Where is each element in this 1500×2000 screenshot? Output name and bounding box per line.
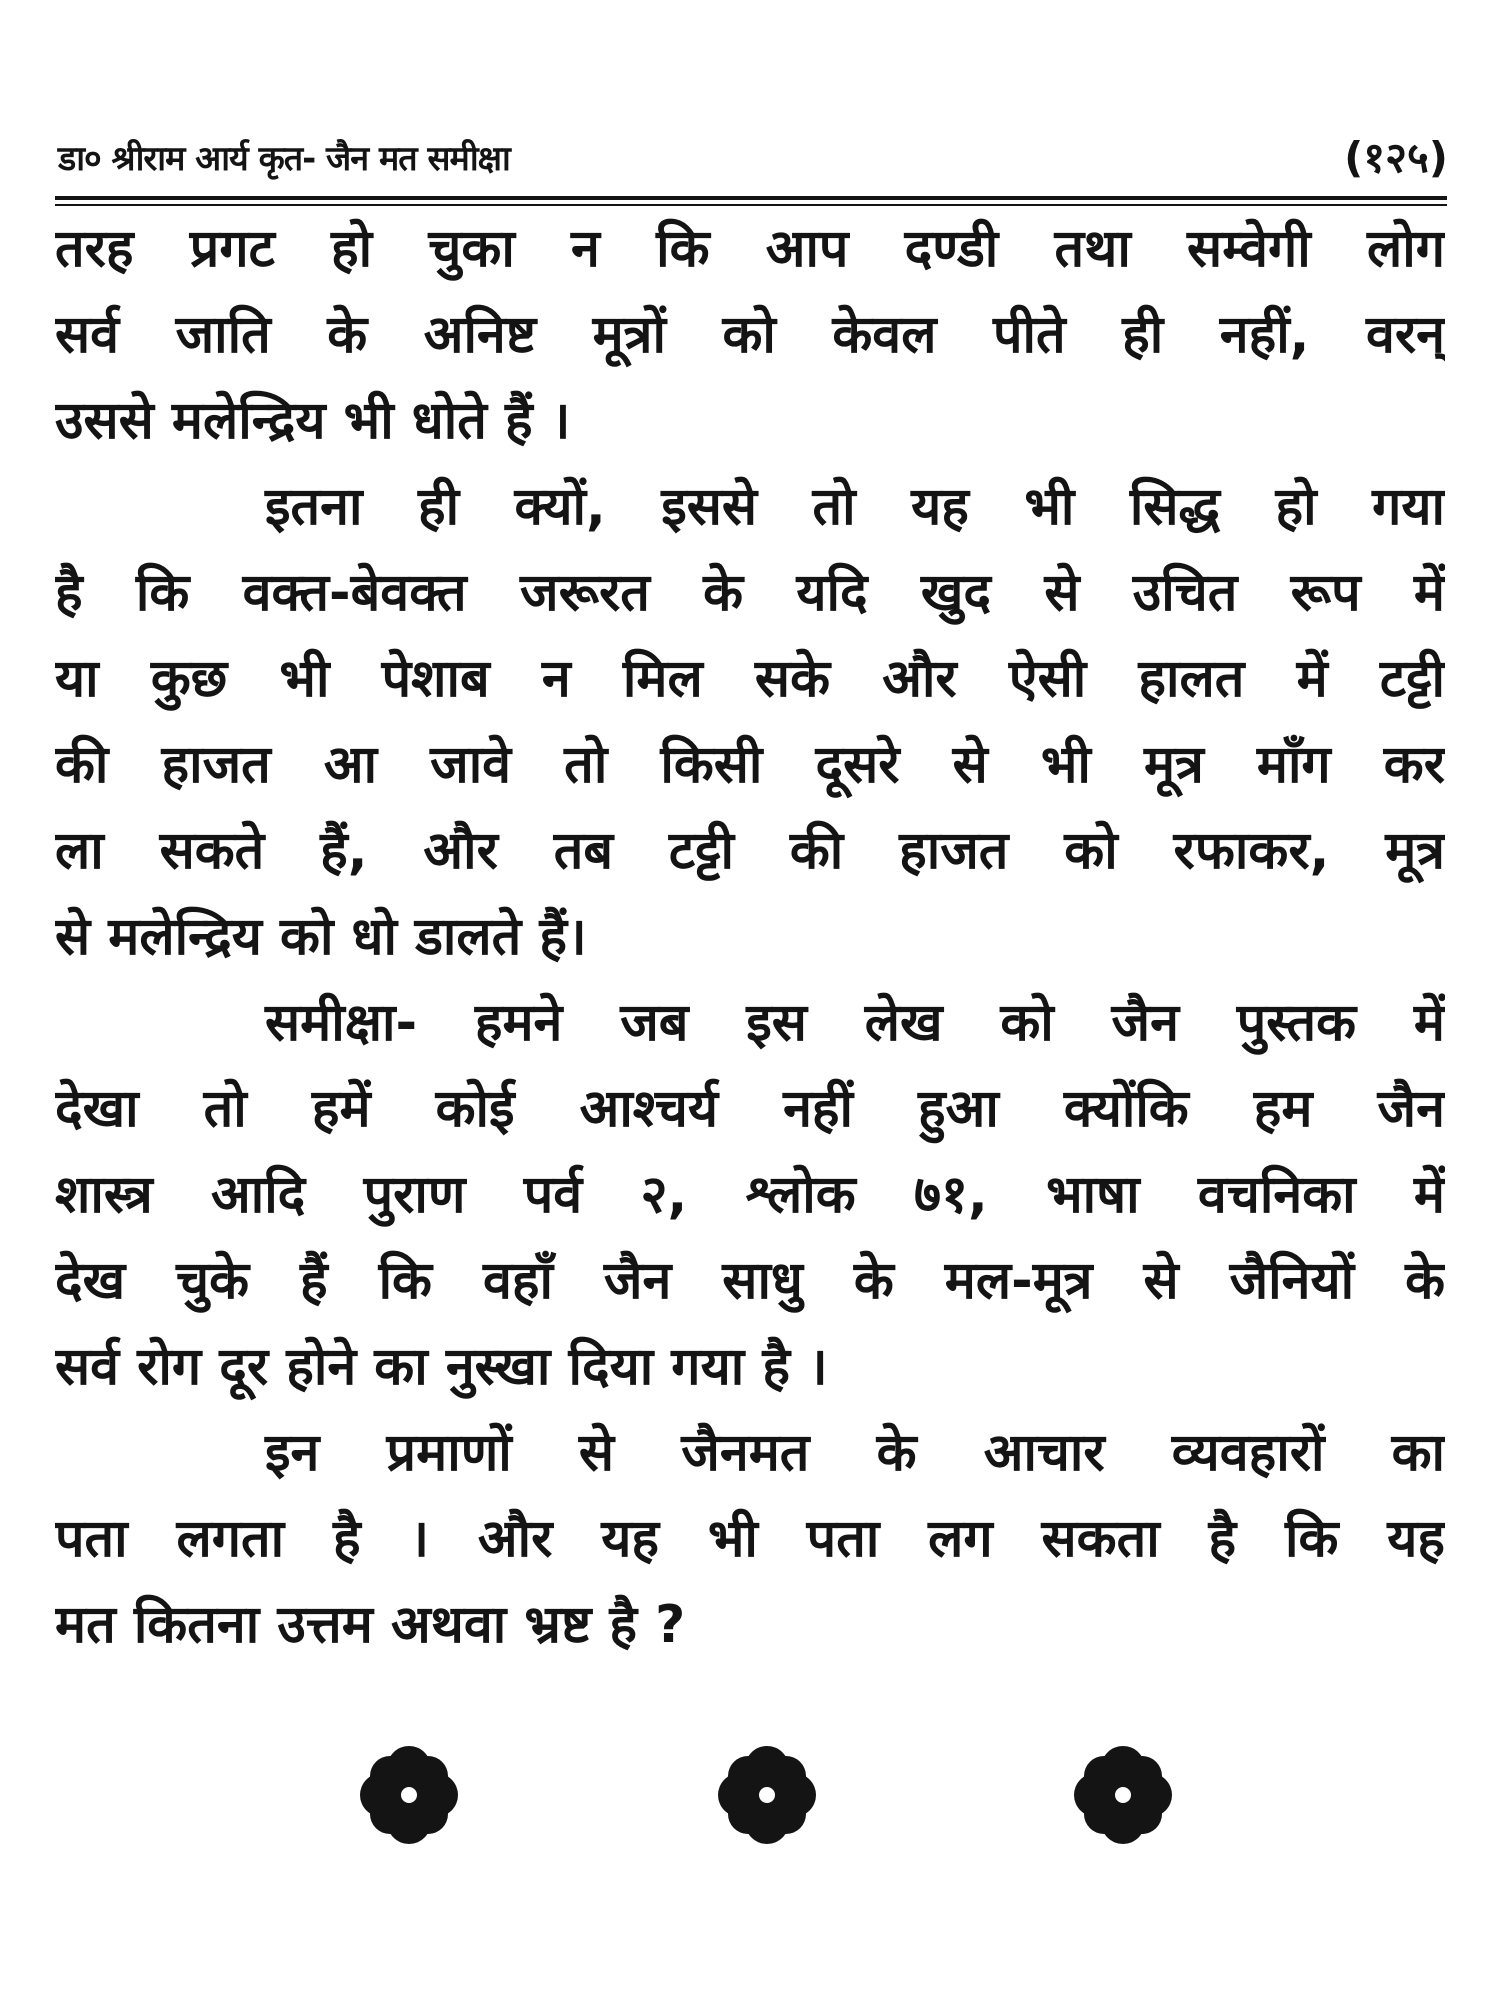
text-line: तरह प्रगट हो चुका न कि आप दण्डी तथा सम्वेगी लोग	[55, 219, 1445, 279]
running-header-title: डा० श्रीराम आर्य कृत- जैन मत समीक्षा	[58, 139, 510, 179]
text-line: शास्त्र आदि पुराण पर्व २, श्लोक ७१, भाषा वचनिका में	[55, 1165, 1445, 1225]
text-line: है कि वक्त-बेवक्त जरूरत के यदि खुद से उचित रूप में	[55, 563, 1445, 623]
end-ornaments	[0, 1740, 1500, 1870]
text-line: से मलेन्द्रिय को धो डालते हैं।	[55, 907, 587, 967]
header-rule-thick	[55, 196, 1447, 200]
body-text	[55, 206, 1445, 1668]
text-line: मत कितना उत्तम अथवा भ्रष्ट है ?	[55, 1595, 686, 1655]
text-line: की हाजत आ जावे तो किसी दूसरे से भी मूत्र माँग कर	[55, 735, 1445, 795]
text-line: उससे मलेन्द्रिय भी धोते हैं ।	[55, 391, 571, 451]
text-line: या कुछ भी पेशाब न मिल सके और ऐसी हालत में टट्टी	[55, 649, 1445, 709]
paragraph-start-line: इतना ही क्यों, इससे तो यह भी सिद्ध हो गया	[265, 477, 1445, 537]
text-line: देख चुके हैं कि वहाँ जैन साधु के मल-मूत्र से जैनियों के	[55, 1251, 1445, 1311]
text-line: देखा तो हमें कोई आश्चर्य नहीं हुआ क्योंकि हम जैन	[55, 1079, 1445, 1139]
paragraph-start-line: इन प्रमाणों से जैनमत के आचार व्यवहारों का	[265, 1423, 1445, 1483]
text-line: पता लगता है । और यह भी पता लग सकता है कि यह	[55, 1509, 1445, 1569]
paragraph-start-line: समीक्षा- हमने जब इस लेख को जैन पुस्तक में	[265, 993, 1445, 1053]
text-line: सर्व रोग दूर होने का नुस्खा दिया गया है ।	[55, 1337, 828, 1397]
text-line: ला सकते हैं, और तब टट्टी की हाजत को रफाकर, मूत्र	[55, 821, 1445, 881]
flower-ornament-icon	[712, 1740, 822, 1850]
flower-ornament-icon	[1068, 1740, 1178, 1850]
page-number: (१२५)	[1344, 133, 1448, 182]
running-header	[58, 128, 1448, 188]
text-line: सर्व जाति के अनिष्ट मूत्रों को केवल पीते ही नहीं, वरन्	[55, 305, 1445, 365]
flower-ornament-icon	[354, 1740, 464, 1850]
